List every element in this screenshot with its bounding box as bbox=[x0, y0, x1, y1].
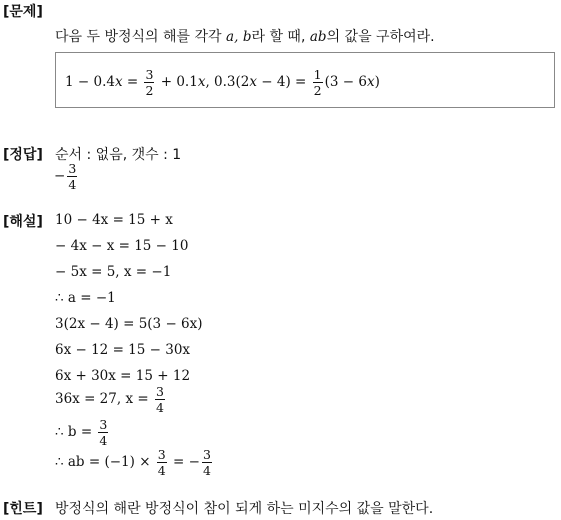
solution-line-7: 6x + 30x = 15 + 12 bbox=[55, 368, 191, 384]
fraction-1-2: $\frac{1}{2}$ bbox=[313, 67, 322, 99]
hint-text: 방정식의 해란 방정식이 참이 되게 하는 미지수의 값을 말한다. bbox=[55, 501, 434, 517]
var-a: a, bbox=[226, 29, 239, 45]
prompt-text-c: 의 값을 구하여라. bbox=[326, 29, 435, 45]
solution-line-4: ∴ a = −1 bbox=[55, 290, 116, 306]
solution-line-2: − 4x − x = 15 − 10 bbox=[55, 238, 189, 254]
solution-line-8: 36x = 27, x = $\frac{3}{4}$ bbox=[55, 384, 164, 416]
prompt-text-a: 다음 두 방정식의 해를 각각 bbox=[55, 29, 222, 45]
solution-line-5: 3(2x − 4) = 5(3 − 6x) bbox=[55, 316, 203, 332]
var-b: b bbox=[242, 29, 252, 45]
hint-label: [힌트] bbox=[3, 501, 43, 517]
prompt-text-b: 라 할 때, bbox=[251, 29, 306, 45]
solution-line-3: − 5x = 5, x = −1 bbox=[55, 264, 172, 280]
solution-line-6: 6x − 12 = 15 − 30x bbox=[55, 342, 191, 358]
problem-label: [문제] bbox=[3, 4, 43, 20]
fraction-3-2: $\frac{3}{2}$ bbox=[145, 67, 154, 99]
solution-label: [해설] bbox=[3, 214, 43, 230]
solution-line-1: 10 − 4x = 15 + x bbox=[55, 212, 173, 228]
solution-line-10: ∴ ab = (−1) × $\frac{3}{4}$ = − $\frac{3}{4}$ bbox=[55, 447, 211, 479]
solution-line-9: ∴ b = $\frac{3}{4}$ bbox=[55, 417, 108, 449]
problem-equations: 1 − 0.4x = $\frac{3}{2}$ + 0.1x, 0.3(2x − 4) = $\frac{1}{2}$ (3 − 6x) bbox=[65, 67, 380, 99]
var-ab: ab bbox=[309, 29, 327, 45]
answer-value: − $\frac{3}{4}$ bbox=[54, 161, 77, 193]
answer-meta: 순서 : 없음, 갯수 : 1 bbox=[55, 147, 182, 163]
answer-label: [정답] bbox=[3, 147, 43, 163]
problem-prompt bbox=[55, 26, 435, 46]
